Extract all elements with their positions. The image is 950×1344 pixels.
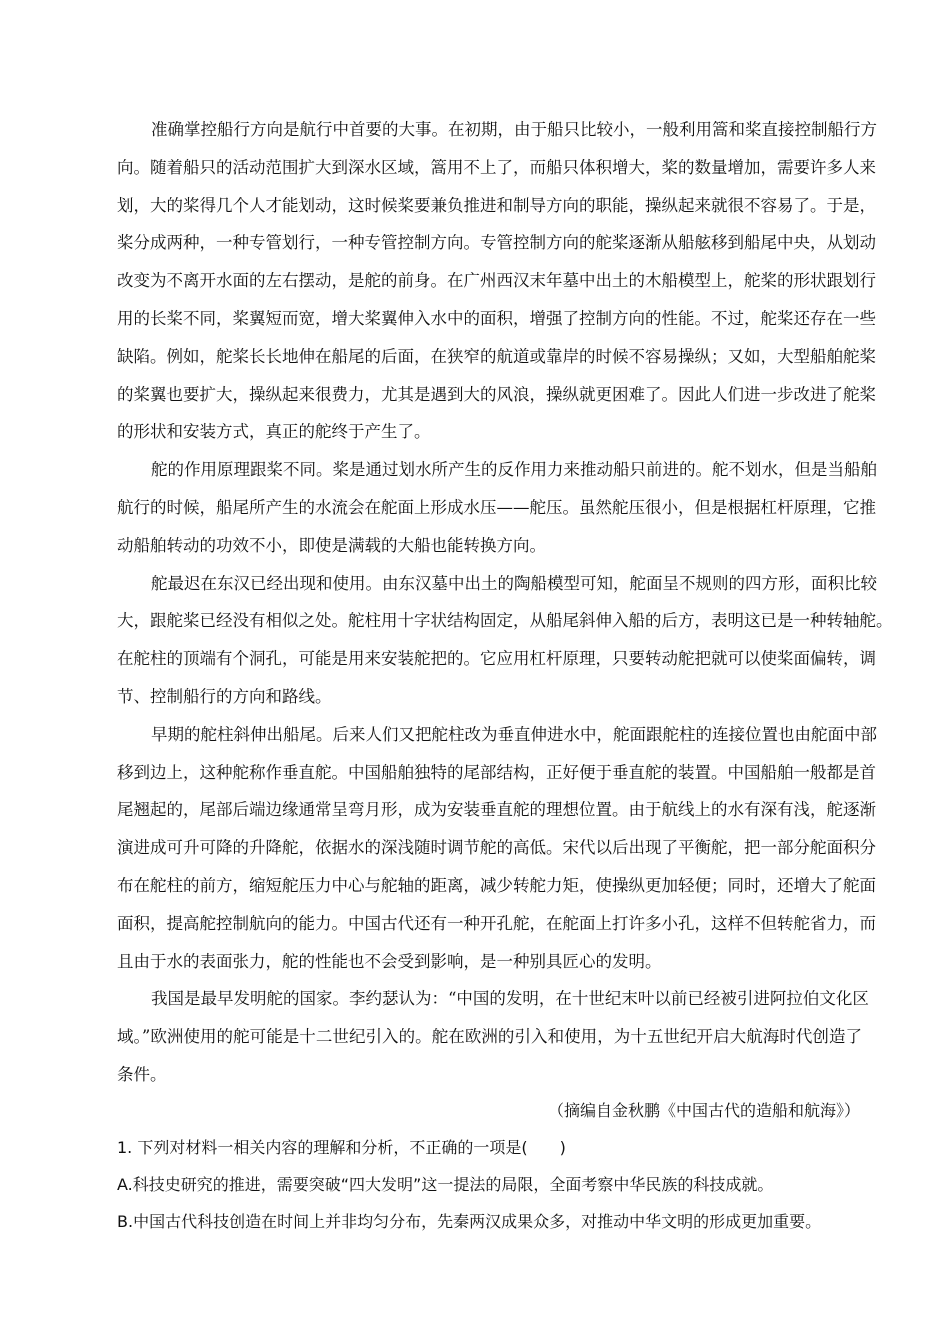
text-line: 在舵柱的顶端有个洞孔，可能是用来安装舵把的。它应用杠杆原理，只要转动舵把就可以使桨面偏转，调 — [117, 649, 876, 669]
text-line: 舵最迟在东汉已经出现和使用。由东汉墓中出土的陶船模型可知，舵面呈不规则的四方形，面积比较 — [151, 573, 877, 593]
text-line: 条件。 — [117, 1064, 167, 1084]
text-line: 移到边上，这种舵称作垂直舵。中国船舶独特的尾部结构，正好便于垂直舵的装置。中国船舶一般都是首 — [117, 762, 876, 782]
text-line: 布在舵柱的前方，缩短舵压力中心与舵轴的距离，减少转舵力矩，使操纵更加轻便；同时，还增大了舵面 — [117, 875, 876, 895]
text-line: 的形状和安装方式，真正的舵终于产生了。 — [117, 422, 431, 442]
question-stem: 1. 下列对材料一相关内容的理解和分析，不正确的一项是( ) — [117, 1138, 566, 1157]
text-line: 尾翘起的，尾部后端边缘通常呈弯月形，成为安装垂直舵的理想位置。由于航线上的水有深有浅，舵逐渐 — [117, 800, 876, 820]
paragraph — [117, 980, 869, 1093]
text-line: 桨分成两种，一种专管划行，一种专管控制方向。专管控制方向的舵桨逐渐从船舷移到船尾中央，从划动 — [117, 233, 876, 253]
text-line: 我国是最早发明舵的国家。李约瑟认为：“中国的发明，在十世纪末叶以前已经被引进阿拉伯文化区 — [151, 989, 869, 1009]
text-line: 舵的作用原理跟桨不同。桨是通过划水所产生的反作用力来推动船只前进的。舵不划水，但是当船舶 — [151, 460, 877, 480]
option-a: A.科技史研究的推进，需要突破“四大发明”这一提法的局限，全面考察中华民族的科技成就。 — [117, 1175, 774, 1194]
text-line: 域。”欧洲使用的舵可能是十二世纪引入的。舵在欧洲的引入和使用，为十五世纪开启大航海时代创造了 — [117, 1027, 862, 1047]
text-line: 早期的舵柱斜伸出船尾。后来人们又把舵柱改为垂直伸进水中，舵面跟舵柱的连接位置也由舵面中部 — [151, 724, 877, 744]
text-line: 准确掌控船行方向是航行中首要的大事。在初期，由于船只比较小，一般利用篙和桨直接控制船行方 — [151, 120, 877, 139]
paragraph — [117, 111, 877, 451]
text-line: 航行的时候，船尾所产生的水流会在舵面上形成水压——舵压。虽然舵压很小，但是根据杠杆原理，它推 — [117, 497, 876, 517]
text-line: 面积，提高舵控制航向的能力。中国古代还有一种开孔舵，在舵面上打许多小孔，这样不但转舵省力，而 — [117, 913, 876, 933]
paragraph — [117, 451, 877, 564]
question-1 — [117, 1129, 867, 1240]
text-line: 动船舶转动的功效不小，即使是满载的大船也能转换方向。 — [117, 535, 546, 555]
text-line: 的桨翼也要扩大，操纵起来很费力，尤其是遇到大的风浪，操纵就更困难了。因此人们进一步改进了舵桨 — [117, 384, 876, 404]
paragraph — [117, 716, 877, 981]
text-line: 向。随着船只的活动范围扩大到深水区域，篙用不上了，而船只体积增大，桨的数量增加，需要许多人来 — [117, 157, 876, 177]
source-citation: （摘编自金秋鹏《中国古代的造船和航海》） — [547, 1101, 860, 1120]
text-line: 用的长桨不同，桨翼短而宽，增大桨翼伸入水中的面积，增强了控制方向的性能。不过，舵桨还存在一些 — [117, 308, 876, 328]
option-b: B.中国古代科技创造在时间上并非均匀分布，先秦两汉成果众多，对推动中华文明的形成更加重要。 — [117, 1212, 822, 1231]
text-line: 划，大的桨得几个人才能划动，这时候桨要兼负推进和制导方向的职能，操纵起来就很不容易了。于是， — [117, 195, 876, 215]
text-line: 且由于水的表面张力，舵的性能也不会受到影响，是一种别具匠心的发明。 — [117, 951, 662, 971]
text-line: 演进成可升可降的升降舵，依据水的深浅随时调节舵的高低。宋代以后出现了平衡舵，把一部分舵面积分 — [117, 838, 876, 858]
article-body — [117, 111, 893, 1094]
text-line: 大，跟舵桨已经没有相似之处。舵柱用十字状结构固定，从船尾斜伸入船的后方，表明这已是一种转轴舵。 — [117, 611, 893, 631]
text-line: 缺陷。例如，舵桨长长地伸在船尾的后面，在狭窄的航道或靠岸的时候不容易操纵；又如，大型船舶舵桨 — [117, 346, 876, 366]
text-line: 节、控制船行的方向和路线。 — [117, 686, 332, 706]
paragraph — [117, 565, 893, 716]
text-line: 改变为不离开水面的左右摆动，是舵的前身。在广州西汉末年墓中出土的木船模型上，舵桨的形状跟划行 — [117, 271, 876, 291]
